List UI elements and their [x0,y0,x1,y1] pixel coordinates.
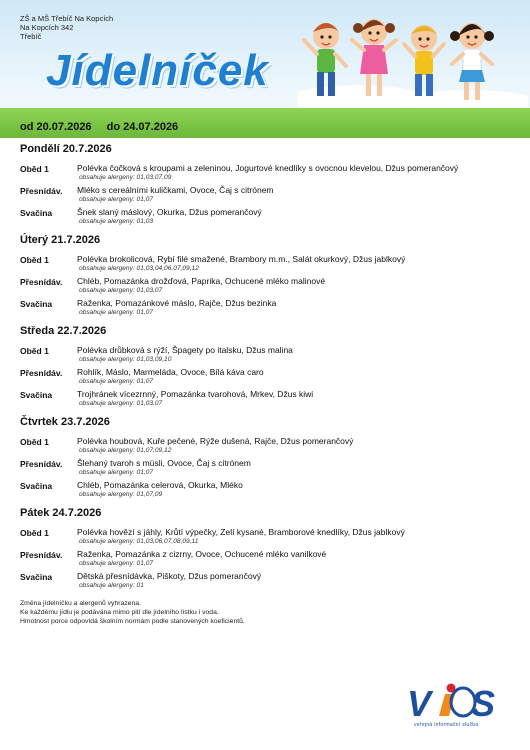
logo-letter-s: S [471,683,496,724]
logo-letter-v: V [407,683,432,724]
meal-text: Raženka, Pomazánkové máslo, Rajče, Džus bezinka [77,298,277,308]
meal-row [20,549,520,568]
meal-text: Chléb, Pomazánka celerová, Okurka, Mléko [77,480,243,490]
child-figure [404,25,444,96]
day-section [20,143,520,226]
meal-row [20,163,520,182]
child-figure [304,23,346,96]
meal-allergens: obsahuje alergeny: 01,07,09 [79,491,163,498]
meal-text: Rohlík, Máslo, Marmeláda, Ovoce, Bílá káva caro [77,367,264,377]
meal-row [20,185,520,204]
meal-allergens: obsahuje alergeny: 01,03 [79,218,154,225]
meal-row [20,458,520,477]
meal-body [77,207,520,226]
meal-body [77,163,520,182]
day-section [20,507,520,590]
meal-type: Přesnídáv. [20,550,63,560]
day-title: Pondělí 20.7.2026 [20,143,112,155]
meal-body [77,345,520,364]
meal-body [77,389,520,408]
meal-allergens: obsahuje alergeny: 01,03,04,06,07,09,12 [79,265,199,272]
meal-row [20,571,520,590]
meal-text: Raženka, Pomazánka z cizrny, Ovoce, Ochucené mléko vanilkové [77,549,327,559]
meal-type: Přesnídáv. [20,368,63,378]
day-title: Úterý 21.7.2026 [20,234,101,246]
meal-body [77,458,520,477]
meal-row [20,389,520,408]
meal-text: Šnek slaný máslový, Okurka, Džus pomerančový [77,207,262,217]
day-title: Středa 22.7.2026 [20,325,107,337]
school-name: ZŠ a MŠ Třebíč Na Kopcích [20,14,114,23]
period-to: do 24.07.2026 [106,121,179,133]
footer-note: Změna jídelníčku a alergenů vyhrazena. [20,600,141,607]
footer-note: Hmotnost porce odpovídá školním normám podle stanovených koeficientů. [20,618,245,625]
meal-type: Oběd 1 [20,528,49,538]
meal-row [20,527,520,546]
meal-text: Polévka brokolicová, Rybí filé smažené, Brambory m.m., Salát okurkový, Džus jablkový [77,254,406,264]
meal-allergens: obsahuje alergeny: 01,07 [79,560,154,567]
meal-allergens: obsahuje alergeny: 01,03,07 [79,287,163,294]
meal-type: Přesnídáv. [20,186,63,196]
period-from: od 20.07.2026 [20,121,92,133]
menu-content [20,143,520,598]
footer-note: Ke každému jídlu je podávána mimo pití dle jídelního lístku i voda. [20,609,219,616]
meal-text: Dětská přesnídávka, Piškoty, Džus pomerančový [77,571,262,581]
meal-text: Polévka houbová, Kuře pečené, Rýže dušená, Rajče, Džus pomerančový [77,436,354,446]
meal-body [77,254,520,273]
logo-subtitle: veřejná informační služba [414,722,479,728]
meal-body [77,367,520,386]
meal-row [20,207,520,226]
meal-allergens: obsahuje alergeny: 01,03,09,10 [79,356,172,363]
meal-allergens: obsahuje alergeny: 01,07 [79,309,154,316]
meal-row [20,367,520,386]
meal-allergens: obsahuje alergeny: 01,07 [79,378,154,385]
meal-allergens: obsahuje alergeny: 01,03,07 [79,400,163,407]
meal-text: Chléb, Pomazánka drožďová, Paprika, Ochucené mléko malinové [77,276,326,286]
meal-text: Mléko s cereálními kuličkami, Ovoce, Čaj s citrónem [77,185,274,195]
meal-body [77,549,520,568]
meal-type: Svačina [20,390,53,400]
meal-allergens: obsahuje alergeny: 01,07 [79,196,154,203]
school-city: Třebíč [20,32,42,41]
day-section [20,325,520,408]
meal-body [77,571,520,590]
meal-type: Oběd 1 [20,437,49,447]
header-banner [0,0,530,118]
meal-allergens: obsahuje alergeny: 01,07 [79,469,154,476]
meal-row [20,254,520,273]
meal-row [20,276,520,295]
child-figure [450,23,494,100]
school-street: Na Kopcích 342 [20,23,74,32]
children-illustration [298,14,528,118]
page-title: Jídelníček [46,46,269,95]
meal-text: Polévka hovězí s jáhly, Krůtí výpečky, Zelí kysané, Bramborové knedlíky, Džus jablkový [77,527,405,537]
meal-body [77,185,520,204]
school-address [20,14,113,41]
meal-body [77,527,520,546]
meal-allergens: obsahuje alergeny: 01 [79,582,144,589]
meal-type: Přesnídáv. [20,459,63,469]
meal-text: Šlehaný tvaroh s müsli, Ovoce, Čaj s citrónem [77,458,251,468]
meal-text: Trojhránek vícezrnný, Pomazánka tvarohová, Mrkev, Džus kiwi [77,389,314,399]
day-section [20,416,520,499]
vis-logo [405,680,515,740]
meal-allergens: obsahuje alergeny: 01,07,09,12 [79,447,172,454]
meal-type: Svačina [20,481,53,491]
meal-type: Svačina [20,299,53,309]
meal-allergens: obsahuje alergeny: 01,03,07,09 [79,174,172,181]
meal-type: Oběd 1 [20,255,49,265]
meal-text: Polévka čočková s kroupami a zeleninou, Jogurtové knedlíky s ovocnou klevelou, Džus pomerančový [77,163,459,173]
period-range [20,121,190,133]
meal-body [77,436,520,455]
day-section [20,234,520,317]
child-figure [352,19,396,96]
meal-body [77,480,520,499]
meal-text: Polévka drůbková s rýží, Špagety po italsku, Džus malina [77,345,293,355]
meal-type: Oběd 1 [20,346,49,356]
meal-row [20,480,520,499]
meal-row [20,298,520,317]
footer-notes [20,599,245,626]
day-title: Čtvrtek 23.7.2026 [20,416,110,428]
meal-row [20,436,520,455]
meal-body [77,298,520,317]
meal-type: Svačina [20,208,53,218]
meal-type: Svačina [20,572,53,582]
meal-type: Přesnídáv. [20,277,63,287]
meal-body [77,276,520,295]
meal-row [20,345,520,364]
meal-allergens: obsahuje alergeny: 01,03,06,07,08,09,11 [79,538,199,545]
day-title: Pátek 24.7.2026 [20,507,102,519]
meal-type: Oběd 1 [20,164,49,174]
